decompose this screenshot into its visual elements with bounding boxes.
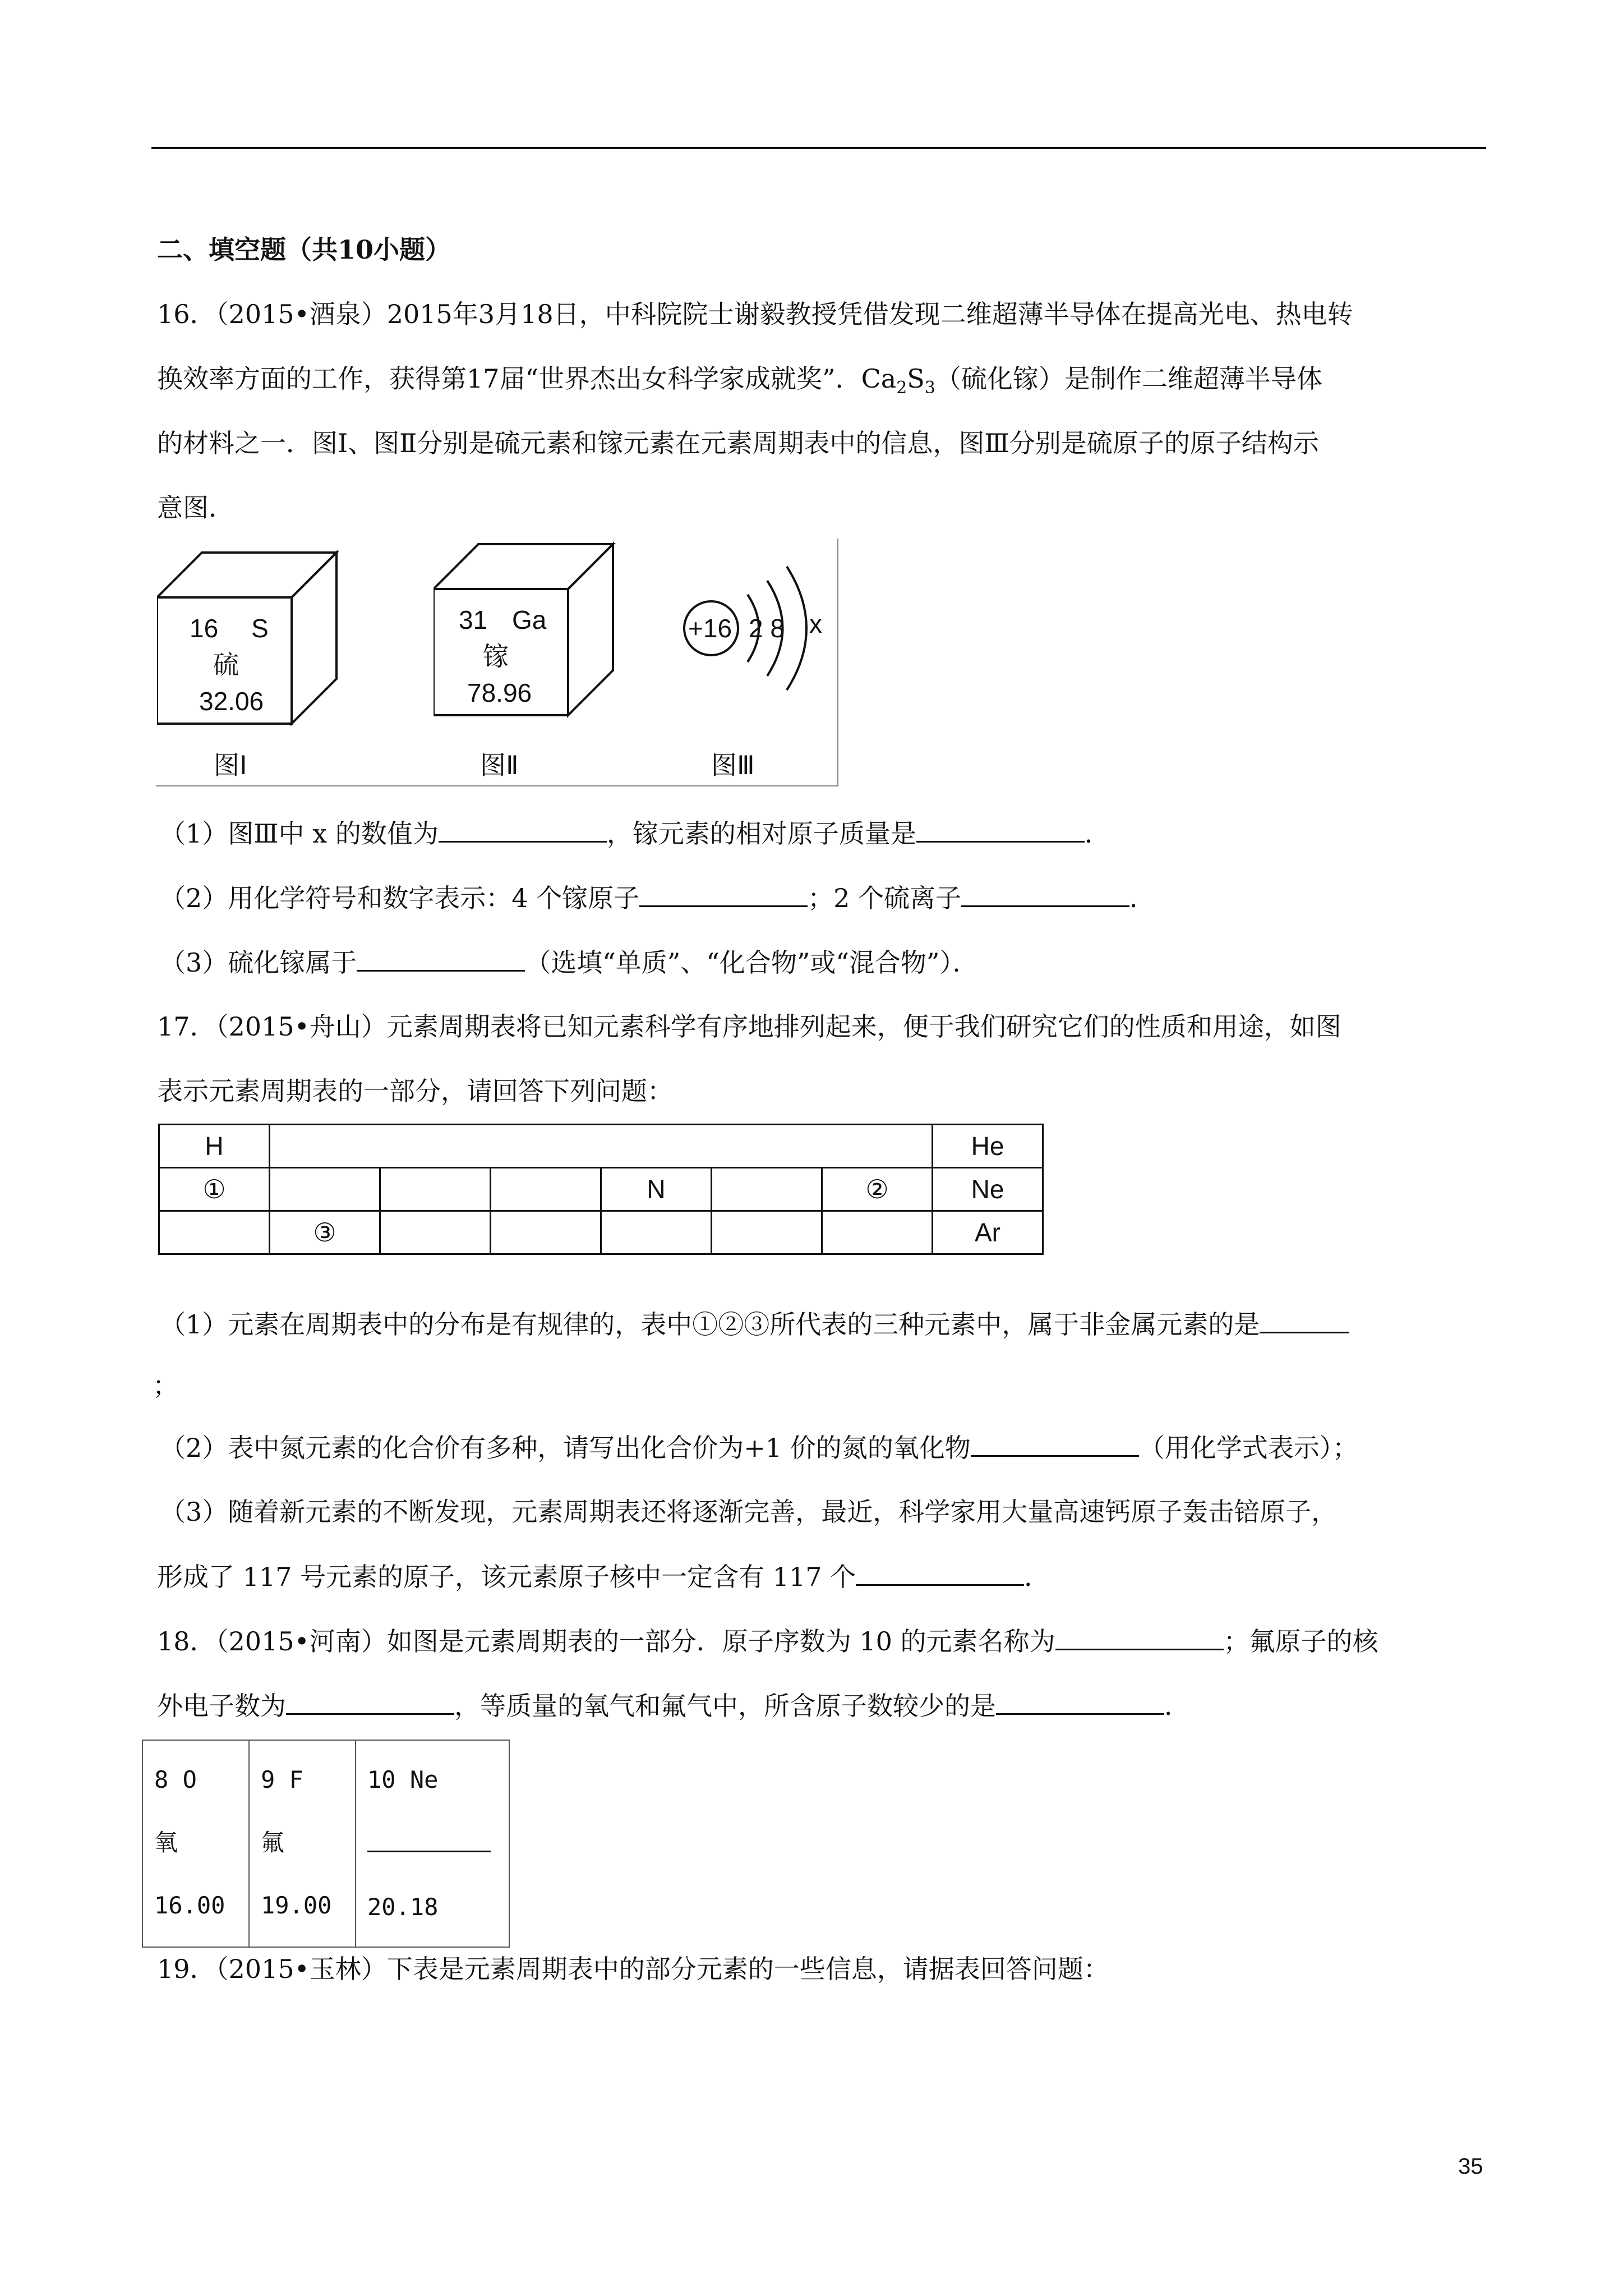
cell-empty [380,1211,491,1254]
oxygen-symbol: 8 O [154,1766,197,1793]
sulfur-mass: 32.06 [199,687,264,716]
cell-3: ③ [270,1211,380,1254]
cell-empty [380,1168,491,1211]
neon-symbol: 10 Ne [367,1766,439,1793]
header-rule [151,147,1486,149]
nucleus-charge: +16 [688,614,732,643]
q17-line-2: 表示元素周期表的一部分，请回答下列问题： [157,1076,673,1106]
cell-empty [270,1168,380,1211]
cell-gap [270,1125,933,1168]
q17-part-1: （1）元素在周期表中的分布是有规律的，表中①②③所代表的三种元素中，属于非金属元素的是 [160,1307,1349,1341]
q17-part-4: 形成了 117 号元素的原子，该元素原子核中一定含有 117 个 ． [157,1559,1050,1594]
cell-H: H [159,1125,270,1168]
page-number: 35 [1458,2154,1483,2179]
q16-line-1: 16．（2015•酒泉）2015年3月18日，中科院院士谢毅教授凭借发现二维超薄半导体在提高光电、热电转 [157,299,1353,329]
q17-part-3: （3）随着新元素的不断发现，元素周期表还将逐渐完善，最近，科学家用大量高速钙原子轰击锫原子， [160,1497,1338,1527]
q17-part-2: （2）表中氮元素的化合价有多种，请写出化合价为+1 价的氮的氧化物 （用化学式表示）； [160,1430,1358,1465]
q16-part-1: （1）图Ⅲ中 x 的数值为 ，镓元素的相对原子质量是 ． [160,816,1110,850]
answer-blank[interactable] [1055,1624,1224,1650]
gallium-element-card [434,541,624,726]
q16-part-2: （2）用化学符号和数字表示：4 个镓原子 ；2 个硫离子 ． [160,881,1155,915]
cell-N: N [601,1168,712,1211]
fluorine-symbol: 9 F [261,1766,303,1793]
unknown-x: x [809,609,822,638]
oxygen-mass: 16.00 [154,1892,225,1919]
neon-name-blank[interactable] [367,1811,497,1876]
q16-figure [156,539,838,786]
electron-shells: 2 8 [749,614,785,643]
cell-empty [491,1168,601,1211]
fluorine-cell [249,1740,356,1947]
sulfur-element-card [157,550,348,735]
cell-1: ① [159,1168,270,1211]
q19-line-1: 19．（2015•玉林）下表是元素周期表中的部分元素的一些信息，请据表回答问题： [157,1954,1109,1984]
cell-2: ② [822,1168,933,1211]
sulfur-symbol: S [251,614,269,643]
fig2-caption: 图Ⅱ [480,751,519,780]
answer-blank[interactable] [971,1430,1139,1457]
fig1-caption: 图Ⅰ [214,751,247,780]
section-title: 二、填空题（共10小题） [157,234,451,265]
cell-empty [712,1211,822,1254]
answer-blank[interactable] [961,881,1129,907]
neon-mass: 20.18 [367,1893,439,1921]
cell-Ne: Ne [933,1168,1043,1211]
q16-line-3: 的材料之一．图Ⅰ、图Ⅱ分别是硫元素和镓元素在元素周期表中的信息，图Ⅲ分别是硫原子的原子结构示 [157,428,1319,458]
q18-line-2: 外电子数为 ，等质量的氧气和氟气中，所含原子数较少的是 ． [157,1688,1190,1723]
q17-line-1: 17．（2015•舟山）元素周期表将已知元素科学有序地排列起来，便于我们研究它们的性质和用途，如图 [157,1011,1341,1042]
oxygen-cell [142,1740,249,1947]
fig3-caption: 图Ⅲ [711,751,755,780]
q16-part-3: （3）硫化镓属于 （选填“单质”、“化合物”或“混合物”）． [160,945,978,979]
fluorine-name: 氟 [261,1829,285,1856]
sulfur-number: 16 [190,614,219,643]
cell-empty [601,1211,712,1254]
cell-empty [491,1211,601,1254]
gallium-number: 31 [459,605,488,634]
neon-cell [356,1740,509,1947]
cell-empty [822,1211,933,1254]
answer-blank[interactable] [439,816,607,843]
cell-empty [159,1211,270,1254]
q16-line-2: 换效率方面的工作，获得第17届“世界杰出女科学家成就奖”．$Ca_2S_3$（硫化镓）是制作二维超薄半导体 [157,364,1322,398]
periodic-table-fragment [158,1124,1044,1255]
cell-empty [712,1168,822,1211]
answer-blank[interactable] [286,1688,454,1715]
answer-blank[interactable] [1260,1307,1349,1333]
sulfur-name: 硫 [213,650,239,679]
answer-blank[interactable] [916,816,1085,843]
q17-part-1-end: ； [153,1370,178,1401]
gallium-symbol: Ga [512,605,547,634]
gallium-name: 镓 [483,642,509,671]
answer-blank[interactable] [856,1559,1024,1586]
sulfur-atom-diagram [680,544,832,729]
cell-Ar: Ar [933,1211,1043,1254]
answer-blank[interactable] [357,945,525,972]
fluorine-mass: 19.00 [261,1892,332,1919]
gallium-mass: 78.96 [467,678,532,707]
oxygen-name: 氧 [154,1829,178,1856]
answer-blank[interactable] [996,1688,1164,1715]
cell-He: He [933,1125,1043,1168]
q18-line-1: 18．（2015•河南）如图是元素周期表的一部分．原子序数为 10 的元素名称为 ；氟原子的核 [157,1624,1378,1658]
element-table-q18 [142,1740,510,1948]
answer-blank[interactable] [639,881,808,907]
q16-line-4: 意图． [157,493,234,523]
